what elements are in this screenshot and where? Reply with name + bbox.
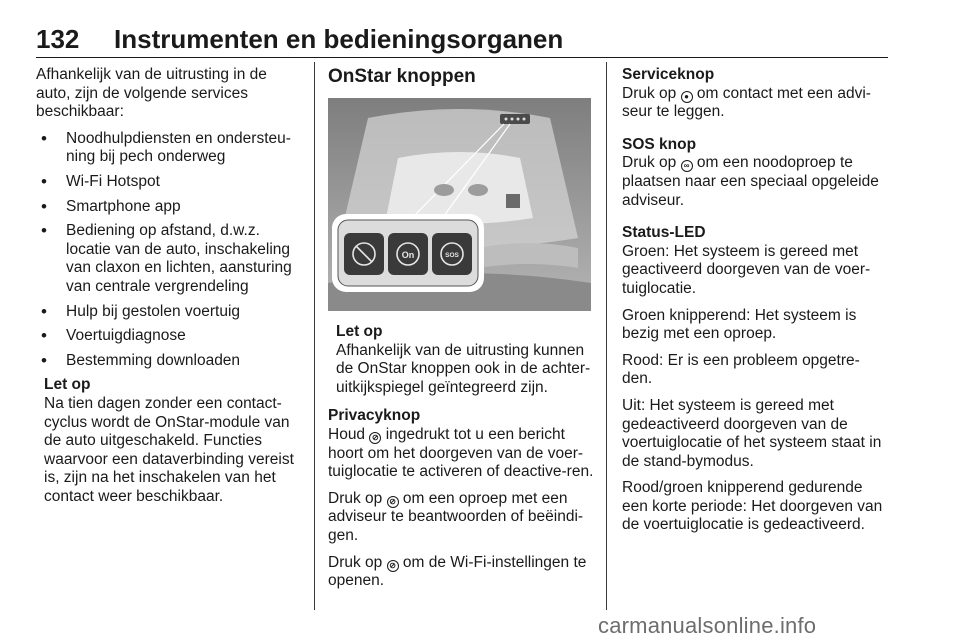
page-number: 132 bbox=[36, 24, 80, 54]
note-text: Na tien dagen zonder een contact-cyclus wordt de OnStar-module van de auto uitgeschakeld. Functies waarvoor een dataverbinding vereist is, zijn na het inschakelen van het contact weer beschikbaar. bbox=[44, 394, 294, 505]
text-span: ingedrukt tot u een bericht hoort om het doorgeven van de voer-tuiglocatie te activeren of deactive-ren. bbox=[328, 425, 594, 481]
watermark: carmanualsonline.info bbox=[598, 613, 817, 638]
note-box bbox=[328, 323, 594, 397]
section-title: OnStar knoppen bbox=[328, 66, 476, 87]
text-span: om contact met een advi-seur te leggen. bbox=[622, 84, 871, 121]
onstar-buttons-photo bbox=[328, 98, 591, 311]
led-status-text: Groen knipperend: Het systeem is bezig met een oproep. bbox=[622, 306, 857, 343]
service-button-icon: ● bbox=[681, 91, 693, 103]
service-title: Serviceknop bbox=[622, 66, 715, 83]
privacy-paragraph-3 bbox=[328, 554, 594, 591]
text-span: Druk op bbox=[622, 154, 677, 172]
column-right bbox=[622, 66, 888, 543]
privacy-paragraph-1 bbox=[328, 426, 594, 482]
text-span: Druk op bbox=[622, 84, 677, 102]
button-label-sos: SOS bbox=[445, 252, 459, 259]
button-label-on: On bbox=[401, 250, 415, 260]
note-title: Let op bbox=[44, 376, 91, 394]
chapter-title: Instrumenten en bedieningsorganen bbox=[114, 24, 564, 54]
privacy-paragraph-2 bbox=[328, 490, 594, 546]
list-item: • Noodhulpdiensten en ondersteu-ning bij pech onderweg bbox=[36, 130, 302, 167]
text-span: om de Wi-Fi-instellingen te openen. bbox=[328, 553, 587, 590]
page-header bbox=[36, 24, 888, 58]
privacy-section bbox=[328, 407, 594, 590]
intro-text: Afhankelijk van de uitrusting in de auto, zijn de volgende services beschikbaar: bbox=[36, 66, 267, 121]
services-list bbox=[36, 130, 302, 371]
note-title: Let op bbox=[336, 323, 383, 340]
sos-paragraph bbox=[622, 154, 888, 210]
service-paragraph bbox=[622, 85, 888, 122]
note-box bbox=[36, 376, 302, 506]
sos-button-icon: ∞ bbox=[681, 160, 693, 172]
privacy-icon: ⊘ bbox=[387, 496, 399, 508]
privacy-icon: ⊘ bbox=[369, 432, 381, 444]
column-left bbox=[36, 66, 302, 506]
list-item: • Smartphone app bbox=[36, 198, 302, 217]
column-middle bbox=[328, 66, 594, 599]
onstar-buttons-illustration bbox=[328, 98, 591, 311]
led-status-text: Uit: Het systeem is gereed met gedeactiveerd doorgeven van de voertuiglocatie of het systeem staat in de stand-bymodus. bbox=[622, 396, 882, 470]
column-divider bbox=[606, 62, 607, 610]
text-span: om een noodoproep te plaatsen naar een speciaal opgeleide adviseur. bbox=[622, 154, 879, 209]
privacy-icon: ⊘ bbox=[387, 560, 399, 572]
text-span: om een oproep met een adviseur te beantwoorden of beëindi-gen. bbox=[328, 489, 584, 544]
privacy-title: Privacyknop bbox=[328, 407, 421, 425]
note-text: Afhankelijk van de uitrusting kunnen de OnStar knoppen ook in de achter-uitkijkspiegel geïntegreerd zijn. bbox=[336, 341, 591, 396]
list-item: • Bediening op afstand, d.w.z. locatie van de auto, inschakeling van claxon en lichten, aansturing van centrale vergrendeling bbox=[36, 222, 302, 296]
led-status-text: Rood: Er is een probleem opgetre-den. bbox=[622, 351, 860, 388]
list-item: • Bestemming downloaden bbox=[36, 352, 302, 371]
column-divider bbox=[314, 62, 315, 610]
status-led-title: Status-LED bbox=[622, 224, 706, 242]
led-status-text: Groen: Het systeem is gereed met geactiveerd doorgeven van de voer-tuiglocatie. bbox=[622, 242, 871, 297]
text-span: Druk op bbox=[328, 553, 383, 571]
text-span: Druk op bbox=[328, 489, 383, 507]
list-item: • Wi-Fi Hotspot bbox=[36, 173, 302, 192]
text-span: Houd bbox=[328, 425, 366, 443]
list-item: • Hulp bij gestolen voertuig bbox=[36, 303, 302, 322]
led-status-text: Rood/groen knipperend gedurende een korte periode: Het doorgeven van de voertuiglocatie is gedeactiveerd. bbox=[622, 479, 883, 534]
sos-title: SOS knop bbox=[622, 135, 697, 153]
list-item: • Voertuigdiagnose bbox=[36, 327, 302, 346]
